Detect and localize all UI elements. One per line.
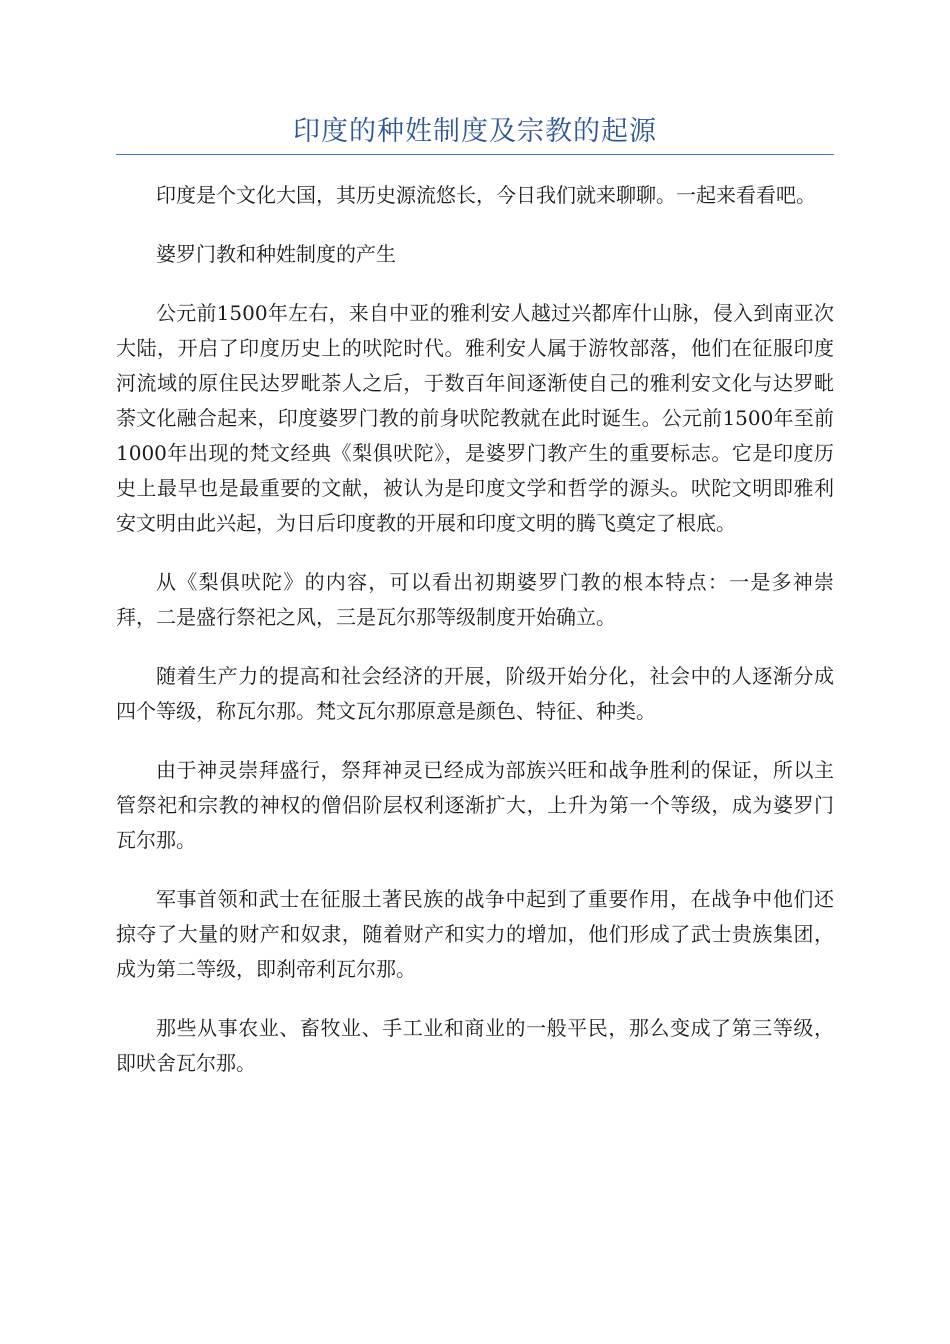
paragraph-vaishya: 那些从事农业、畜牧业、手工业和商业的一般平民，那么变成了第三等级，即吠舍瓦尔那。 <box>116 1016 834 1075</box>
paragraph-rigveda-features: 从《梨俱吠陀》的内容，可以看出初期婆罗门教的根本特点：一是多神崇拜，二是盛行祭祀之风，三是瓦尔那等级制度开始确立。 <box>116 570 834 629</box>
paragraph-brahmin: 由于神灵崇拜盛行，祭拜神灵已经成为部族兴旺和战争胜利的保证，所以主管祭祀和宗教的神权的僧侣阶层权利逐渐扩大，上升为第一个等级，成为婆罗门瓦尔那。 <box>116 758 834 852</box>
document-title: 印度的种姓制度及宗教的起源 <box>293 116 657 147</box>
section-heading: 婆罗门教和种姓制度的产生 <box>156 242 396 266</box>
title-underline <box>116 154 834 155</box>
paragraph-varna-division: 随着生产力的提高和社会经济的开展，阶级开始分化，社会中的人逐渐分成四个等级，称瓦尔那。梵文瓦尔那原意是颜色、特征、种类。 <box>116 664 834 723</box>
document-body <box>116 178 834 1105</box>
paragraph-kshatriya: 军事首领和武士在征服土著民族的战争中起到了重要作用，在战争中他们还掠夺了大量的财产和奴隶，随着财产和实力的增加，他们形成了武士贵族集团，成为第二等级，即刹帝利瓦尔那。 <box>116 887 834 981</box>
paragraph-intro: 印度是个文化大国，其历史源流悠长，今日我们就来聊聊。一起来看看吧。 <box>156 183 816 207</box>
paragraph-vedic-origin: 公元前1500年左右，来自中亚的雅利安人越过兴都库什山脉，侵入到南亚次大陆，开启了印度历史上的吠陀时代。雅利安人属于游牧部落，他们在征服印度河流域的原住民达罗毗荼人之后，于数百年间逐渐使自己的雅利安文化与达罗毗荼文化融合起来，印度婆罗门教的前身吠陀教就在此时诞生。公元前1500年至前1000年出现的梵文经典《梨俱吠陀》，是婆罗门教产生的重要标志。它是印度历史上最早也是最重要的文献，被认为是印度文学和哲学的源头。吠陀文明即雅利安文明由此兴起，为日后印度教的开展和印度文明的腾飞奠定了根底。 <box>116 301 834 535</box>
